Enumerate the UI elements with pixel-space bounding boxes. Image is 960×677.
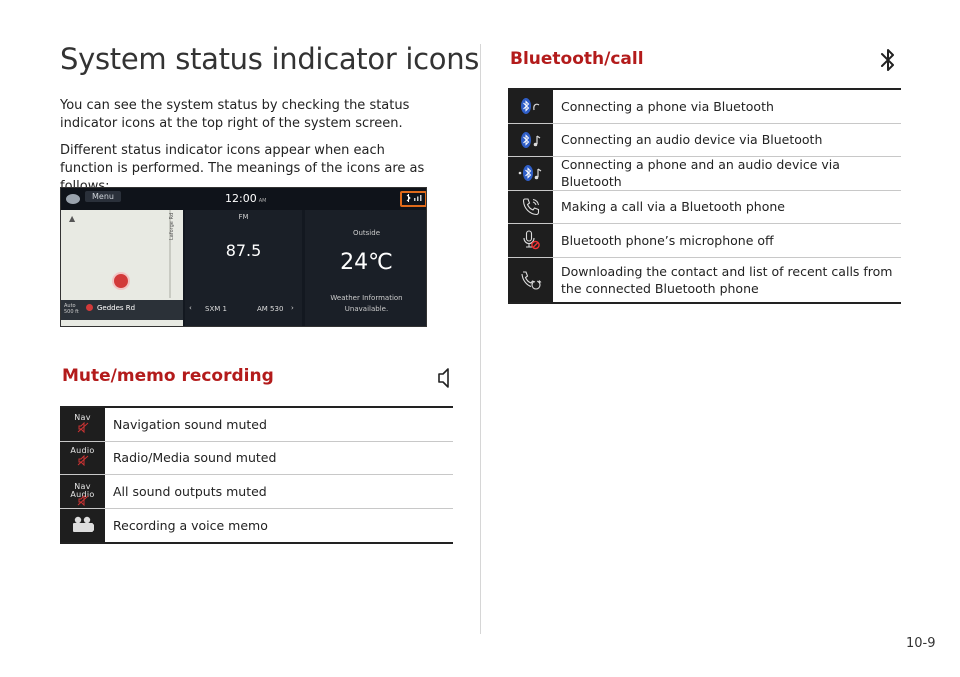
mic-off-icon — [508, 224, 553, 257]
icon-text: Nav Audio — [70, 482, 95, 500]
row-label: Downloading the contact and list of recent calls from the connected Bluetooth phone — [561, 263, 893, 296]
table-row — [508, 191, 901, 225]
vehicle-position-icon — [112, 272, 130, 290]
map-road-label: Laforge Rd — [169, 212, 175, 240]
row-label: Recording a voice memo — [113, 517, 268, 533]
radio-frequency: 87.5 — [225, 241, 262, 260]
page-title: System status indicator icons — [60, 42, 480, 76]
map-bottom-bar — [61, 300, 183, 320]
system-screen-example — [60, 187, 427, 327]
weather-info — [305, 293, 427, 315]
clock-time: 12:00 — [225, 192, 257, 205]
clock-ampm: AM — [258, 198, 267, 204]
screen-clock — [225, 192, 266, 205]
table-row — [508, 258, 901, 302]
call-icon — [508, 191, 553, 224]
compass-icon: ▲ — [69, 214, 76, 223]
table-row — [508, 157, 901, 191]
row-label: Navigation sound muted — [113, 416, 267, 432]
row-label: Connecting a phone and an audio device via Bluetooth — [561, 157, 840, 190]
table-row — [60, 442, 453, 476]
radio-presets-bar — [185, 300, 302, 320]
map-street-name: Geddes Rd — [86, 304, 135, 312]
row-label: Connecting an audio device via Bluetooth — [561, 132, 823, 148]
download-contacts-icon — [508, 258, 553, 302]
page-number: 10-9 — [906, 636, 936, 651]
screen-status-bar — [61, 188, 427, 210]
bluetooth-section-heading: Bluetooth/call — [510, 49, 644, 69]
mute-icons-table — [60, 406, 453, 544]
table-row — [508, 124, 901, 158]
screen-weather-panel — [305, 210, 427, 327]
table-row — [508, 224, 901, 258]
table-row — [60, 509, 453, 543]
map-auto-label: Auto — [64, 303, 76, 309]
map-scale-label: 500 ft — [64, 309, 79, 315]
icon-text: Nav — [74, 412, 91, 422]
screen-map — [61, 210, 183, 327]
radio-preset-left: SXM 1 — [205, 305, 227, 313]
row-label: Connecting a phone via Bluetooth — [561, 98, 774, 114]
table-row — [508, 90, 901, 124]
nav-mute-icon — [60, 408, 105, 441]
all-mute-icon — [60, 475, 105, 508]
bluetooth-icons-table — [508, 88, 901, 304]
table-row — [60, 475, 453, 509]
weather-outside-label: Outside — [352, 229, 381, 237]
map-auto-scale — [64, 303, 79, 315]
row-label: Radio/Media sound muted — [113, 450, 277, 466]
chevron-right-icon: › — [291, 304, 294, 312]
bt-phone-icon — [508, 90, 553, 123]
intro-paragraph-1: You can see the system status by checking the status indicator icons at the top right of the system screen. — [60, 98, 410, 131]
mute-slash-icon — [77, 495, 89, 506]
speaker-icon — [436, 366, 452, 390]
weather-info-line2: Unavailable. — [344, 305, 389, 313]
status-indicator-highlight — [400, 191, 427, 207]
row-label: Bluetooth phone’s microphone off — [561, 232, 774, 248]
screen-menu-button: Menu — [85, 191, 121, 202]
audio-mute-icon — [60, 442, 105, 475]
bluetooth-icon — [878, 47, 898, 73]
bt-phone-audio-icon — [508, 157, 553, 190]
radio-preset-right: AM 530 — [257, 305, 284, 313]
row-label: Making a call via a Bluetooth phone — [561, 199, 785, 215]
mute-section-heading: Mute/memo recording — [62, 366, 274, 386]
brand-logo-icon — [66, 194, 80, 204]
chevron-left-icon: ‹ — [189, 304, 192, 312]
table-row — [60, 408, 453, 442]
column-divider — [480, 44, 481, 634]
voice-memo-icon — [60, 509, 105, 543]
bt-audio-icon — [508, 124, 553, 157]
intro-paragraph-2: Different status indicator icons appear when each function is performed. The meanings of the icons are as — [60, 143, 425, 176]
row-label: All sound outputs muted — [113, 483, 267, 499]
weather-temperature: 24℃ — [340, 250, 393, 275]
radio-band: FM — [238, 213, 249, 221]
icon-text: Audio — [70, 446, 95, 456]
weather-info-line1: Weather Information — [330, 294, 403, 302]
screen-radio-panel — [185, 210, 302, 327]
status-indicator-icon — [404, 193, 424, 203]
